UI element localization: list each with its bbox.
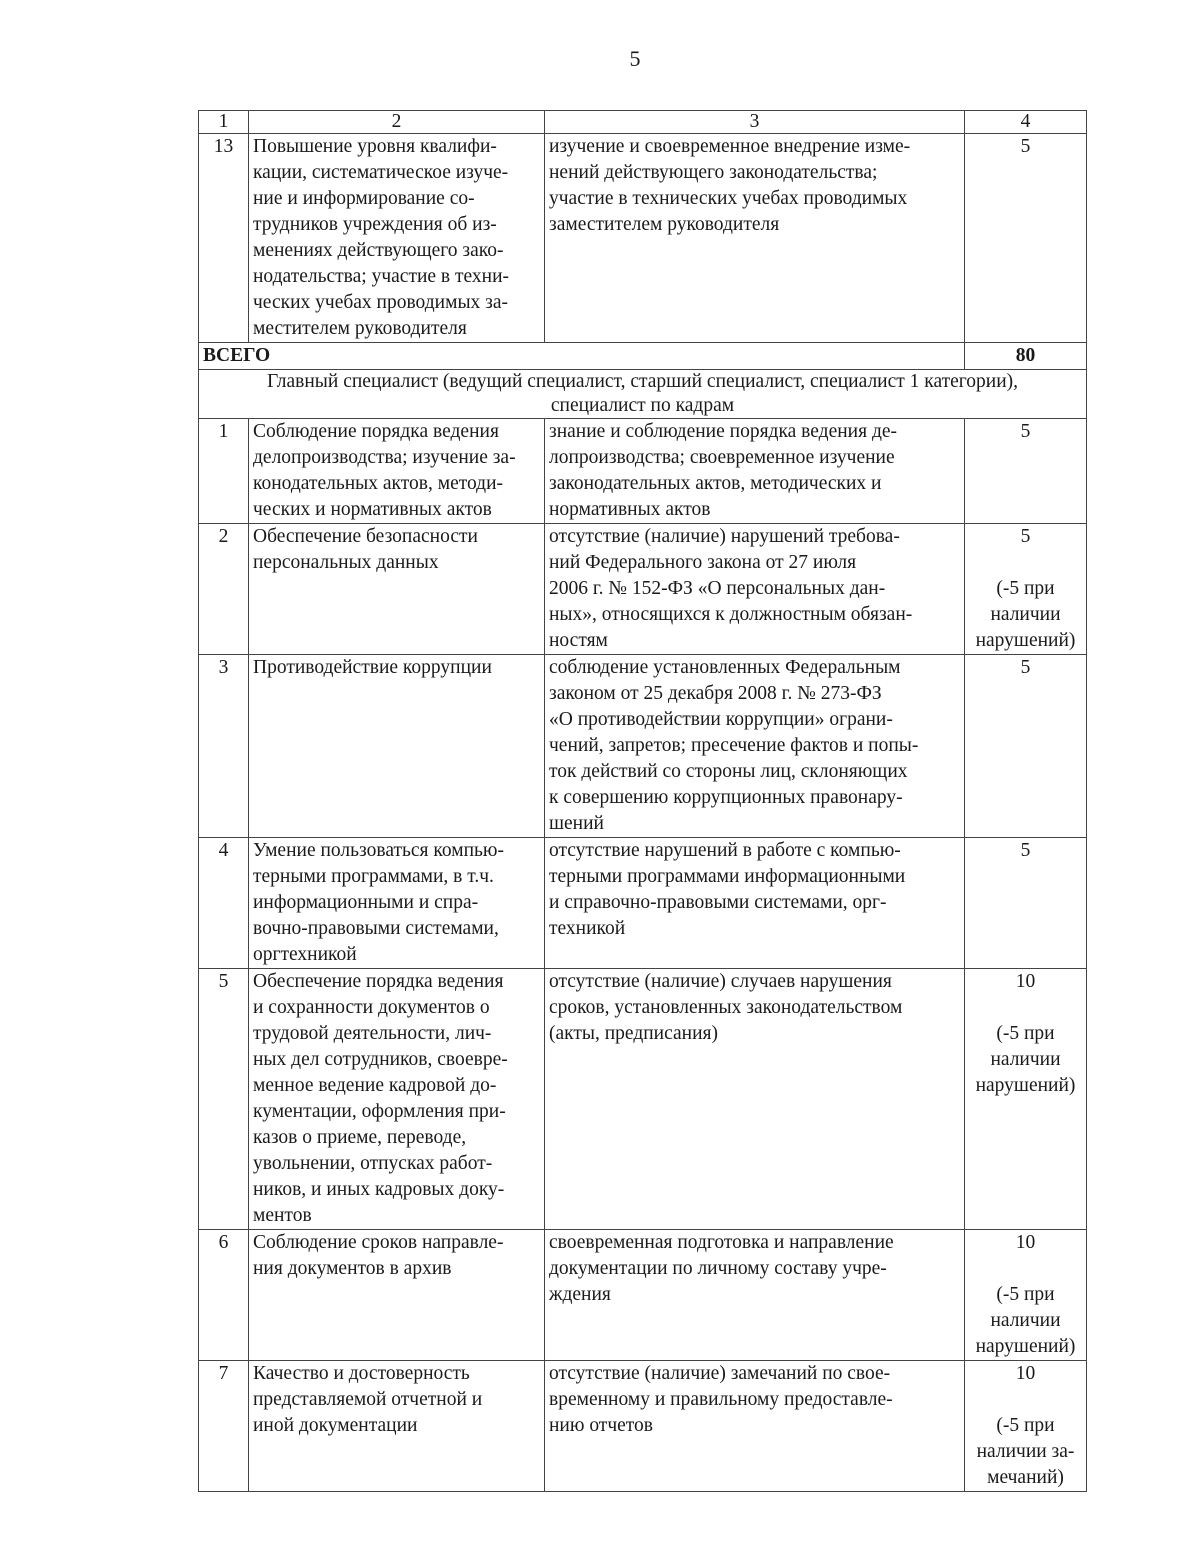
table-header-row [199,111,1087,134]
row-number: 13 [199,134,249,343]
header-cell: 4 [965,111,1087,134]
description-cell: знание и соблюдение порядка ведения де- лопроизводства; своевременное изучение законодательных актов, методических и нормативных актов [545,419,965,524]
row-number: 4 [199,838,249,969]
row-number: 1 [199,419,249,524]
header-cell: 2 [249,111,545,134]
total-points: 80 [965,343,1087,370]
section-title-row [199,370,1087,419]
table-row [199,134,1087,343]
criterion-cell: Противодействие коррупции [249,655,545,838]
table-row [199,838,1087,969]
table-row [199,655,1087,838]
points-cell: 5 [965,838,1087,969]
points-cell: 10 (-5 при наличии нарушений) [965,969,1087,1230]
criteria-table [198,110,1087,1492]
description-cell: отсутствие (наличие) случаев нарушения сроков, установленных законодательством (акты, предписания) [545,969,965,1230]
table-row [199,1361,1087,1492]
total-row [199,343,1087,370]
points-cell: 10 (-5 при наличии за- мечаний) [965,1361,1087,1492]
section-title: Главный специалист (ведущий специалист, старший специалист, специалист 1 категории), специалист по кадрам [199,370,1087,419]
description-cell: отсутствие нарушений в работе с компью- терными программами информационными и справочно-правовыми системами, орг- техникой [545,838,965,969]
row-number: 6 [199,1230,249,1361]
total-label: ВСЕГО [199,343,965,370]
points-cell: 10 (-5 при наличии нарушений) [965,1230,1087,1361]
criteria-table-body [199,111,1087,1492]
criterion-cell: Соблюдение порядка ведения делопроизводства; изучение за- конодательных актов, методи- ческих и нормативных актов [249,419,545,524]
header-cell: 1 [199,111,249,134]
header-cell: 3 [545,111,965,134]
description-cell: своевременная подготовка и направление документации по личному составу учре- ждения [545,1230,965,1361]
criterion-cell: Умение пользоваться компью- терными программами, в т.ч. информационными и спра- вочно-правовыми системами, оргтехникой [249,838,545,969]
description-cell: изучение и своевременное внедрение изме- нений действующего законодательства; участие в технических учебах проводимых заместителем руководителя [545,134,965,343]
table-row [199,419,1087,524]
points-cell: 5 [965,655,1087,838]
row-number: 3 [199,655,249,838]
description-cell: отсутствие (наличие) замечаний по свое- временному и правильному предоставле- нию отчетов [545,1361,965,1492]
table-row [199,1230,1087,1361]
criterion-cell: Обеспечение безопасности персональных данных [249,524,545,655]
points-cell: 5 [965,419,1087,524]
description-cell: соблюдение установленных Федеральным законом от 25 декабря 2008 г. № 273-ФЗ «О противодействии коррупции» ограни- чений, запретов; пресечение фактов и попы- ток действий со стороны лиц, склоняющих к совершению коррупционных правонару- шений [545,655,965,838]
table-row [199,524,1087,655]
table-row [199,969,1087,1230]
row-number: 7 [199,1361,249,1492]
points-cell: 5 (-5 при наличии нарушений) [965,524,1087,655]
criterion-cell: Соблюдение сроков направле- ния документов в архив [249,1230,545,1361]
points-cell: 5 [965,134,1087,343]
page-number: 5 [629,46,641,71]
row-number: 2 [199,524,249,655]
row-number: 5 [199,969,249,1230]
criterion-cell: Качество и достоверность представляемой отчетной и иной документации [249,1361,545,1492]
criterion-cell: Повышение уровня квалифи- кации, систематическое изуче- ние и информирование со- трудников учреждения об из- менениях действующего зако- нодательства; участие в техни- ческих учебах проводимых за- местителем руководителя [249,134,545,343]
description-cell: отсутствие (наличие) нарушений требова- ний Федерального закона от 27 июля 2006 г. № 152-ФЗ «О персональных дан- ных», относящихся к должностным обязан- ностям [545,524,965,655]
criterion-cell: Обеспечение порядка ведения и сохранности документов о трудовой деятельности, лич- ных дел сотрудников, своевре- менное ведение кадровой до- кументации, оформления при- казов о приеме, переводе, увольнении, отпусках работ- ников, и иных кадровых доку- ментов [249,969,545,1230]
